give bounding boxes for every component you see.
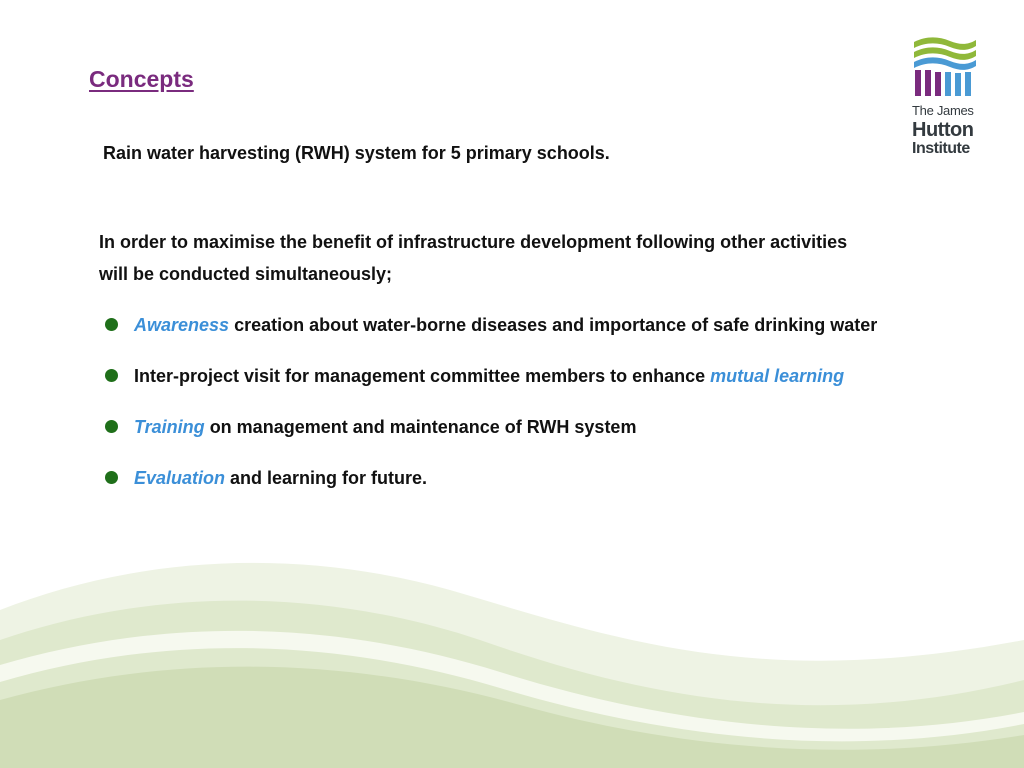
bullet-text: Inter-project visit for management committee members to enhance (134, 366, 711, 386)
bullet-dot-icon (105, 420, 118, 433)
bullet-list (104, 309, 914, 513)
bullet-text: and learning for future. (225, 468, 428, 488)
intro-paragraph: In order to maximise the benefit of infrastructure development following other activities will be conducted simultaneously; (99, 232, 848, 284)
bullet-dot-icon (105, 318, 118, 331)
slide-subtitle: Rain water harvesting (RWH) system for 5 primary schools. (103, 143, 610, 163)
bullet-evaluation (104, 462, 914, 495)
bullet-text: on management and maintenance of RWH system (204, 417, 637, 437)
bullet-highlight: Awareness (134, 315, 230, 335)
logo-line-3: Institute (912, 140, 970, 157)
bullet-awareness (104, 309, 914, 342)
bullet-dot-icon (105, 471, 118, 484)
bullet-highlight: mutual learning (710, 366, 845, 386)
slide-title: Concepts (89, 66, 194, 92)
bullet-highlight: Training (134, 417, 205, 437)
bullet-dot-icon (105, 369, 118, 382)
logo-wordmark (912, 104, 982, 157)
hutton-waves-logo-icon (912, 36, 978, 98)
bullet-highlight: Evaluation (134, 468, 226, 488)
bullet-training (104, 411, 914, 444)
logo-line-1: The James (912, 103, 974, 118)
logo-line-2: Hutton (912, 119, 974, 141)
bullet-inter-project-visit (104, 360, 914, 393)
bullet-text: creation about water-borne diseases and importance of safe drinking water (229, 315, 878, 335)
